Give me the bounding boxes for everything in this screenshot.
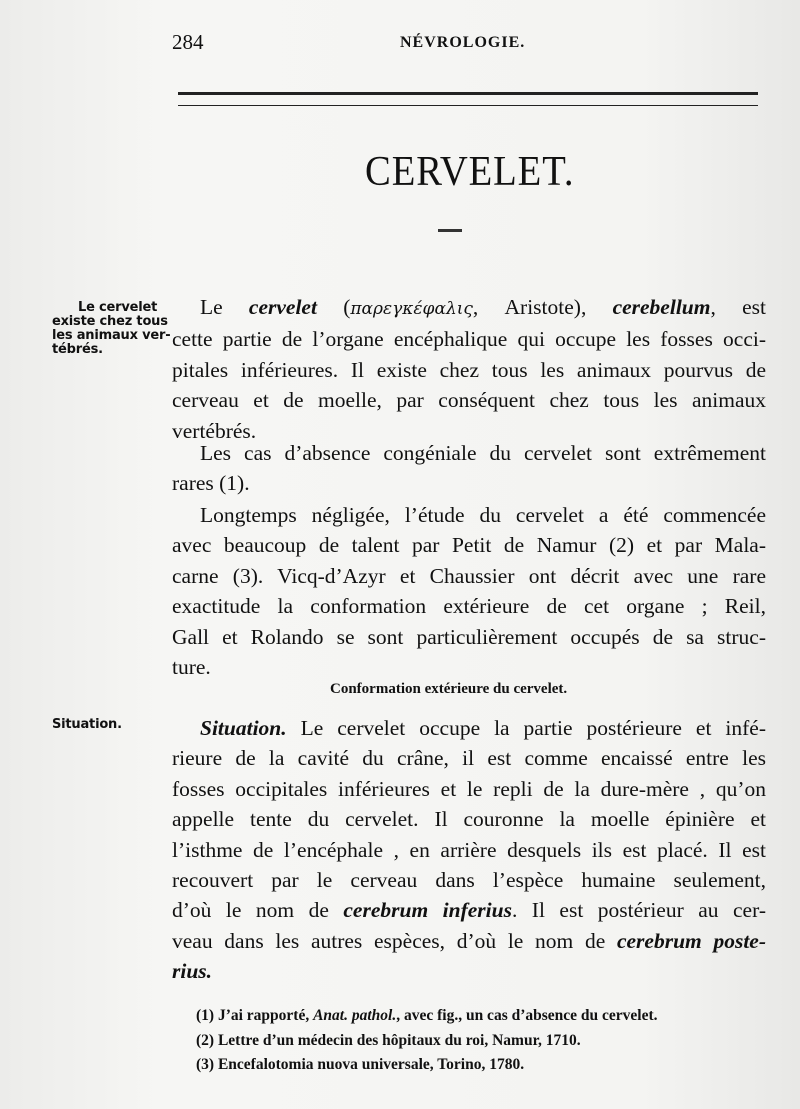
margin-note-line: Le cervelet	[78, 300, 158, 315]
subheading: Conformation extérieure du cervelet.	[330, 681, 568, 697]
paragraph-absence	[172, 438, 766, 499]
margin-note-cervelet	[52, 301, 170, 357]
text-line: cerveau et de moelle, par conséquent chez tous les animaux	[172, 388, 766, 413]
footnote-3: (3) Encefalotomia nuova universale, Torino, 1780.	[196, 1056, 525, 1073]
margin-note-line: Situation.	[52, 717, 122, 732]
text-line: Les cas d’absence congéniale du cervelet sont extrêmement	[200, 441, 766, 465]
term-cerebellum: cerebellum	[612, 295, 711, 319]
text-line: carne (3). Vicq-d’Azyr et Chaussier ont décrit avec une rare	[172, 563, 766, 588]
text-line: l’isthme de l’encéphale , en arrière desquels ils est placé. Il est	[172, 837, 766, 862]
text-line: ture.	[172, 655, 211, 680]
footnote-2: (2) Lettre d’un médecin des hôpitaux du roi, Namur, 1710.	[196, 1031, 581, 1049]
margin-note-line: existe chez tous	[52, 314, 168, 329]
term-cerebrum-posterius: cerebrum poste-	[616, 928, 767, 953]
text-line: Situation. Le cervelet occupe la partie postérieure et infé-	[200, 716, 766, 740]
margin-note-situation	[52, 718, 170, 732]
footnote-1: (1) J’ai rapporté, Anat. pathol., avec fig., un cas d’absence du cervelet.	[196, 1007, 658, 1024]
text-line: fosses occipitales inférieures et le repli de la dure-mère , qu’on	[172, 776, 766, 801]
margin-note-line: les animaux ver-	[52, 328, 171, 343]
text-line: vertébrés.	[172, 418, 257, 443]
paragraph-definition	[172, 292, 766, 446]
text-line: pitales inférieures. Il existe chez tous les animaux pourvus de	[172, 357, 766, 382]
margin-note-line: tébrés.	[52, 342, 103, 357]
paragraph-history	[172, 500, 766, 682]
text-line: rieure de la cavité du crâne, il est comme encaissé entre les	[172, 746, 766, 771]
footnotes	[196, 1004, 776, 1078]
text-line: veau dans les autres espèces, d’où le nom de cerebrum poste-	[172, 928, 767, 953]
text-line: Gall et Rolando se sont particulièrement occupés de sa struc-	[172, 624, 766, 649]
text-line: cette partie de l’organe encéphalique qui occupe les fosses occi-	[172, 327, 766, 352]
greek-term: παρεγκέφαλις	[350, 299, 473, 319]
term-cerebrum-inferius: cerebrum inferius	[343, 898, 512, 923]
term-situation: Situation.	[200, 716, 287, 740]
running-head	[170, 30, 770, 56]
term-rius: rius.	[172, 959, 213, 984]
text-line: recouvert par le cerveau dans l’espèce humaine seulement,	[172, 868, 766, 893]
text-line: exactitude la conformation extérieure de cet organe ; Reil,	[172, 594, 766, 619]
header-rule	[178, 92, 758, 106]
paragraph-situation	[172, 713, 766, 987]
text-line: appelle tente du cervelet. Il couronne la moelle épinière et	[172, 807, 766, 832]
title-dash	[438, 229, 462, 232]
chapter-title: CERVELET.	[365, 149, 575, 195]
text-line: Le cervelet (παρεγκέφαλις, Aristote), cerebellum, est	[200, 295, 766, 319]
section-title: NÉVROLOGIE.	[400, 34, 526, 51]
text-line: rares (1).	[172, 471, 250, 496]
text-line: Longtemps négligée, l’étude du cervelet a été commencée	[200, 503, 766, 527]
page-number: 284	[172, 30, 204, 54]
term-cervelet: cervelet	[248, 295, 317, 319]
text-line	[172, 956, 766, 986]
text-line: avec beaucoup de talent par Petit de Namur (2) et par Mala-	[172, 533, 766, 558]
text-line: d’où le nom de cerebrum inferius. Il est postérieur au cer-	[172, 898, 766, 923]
